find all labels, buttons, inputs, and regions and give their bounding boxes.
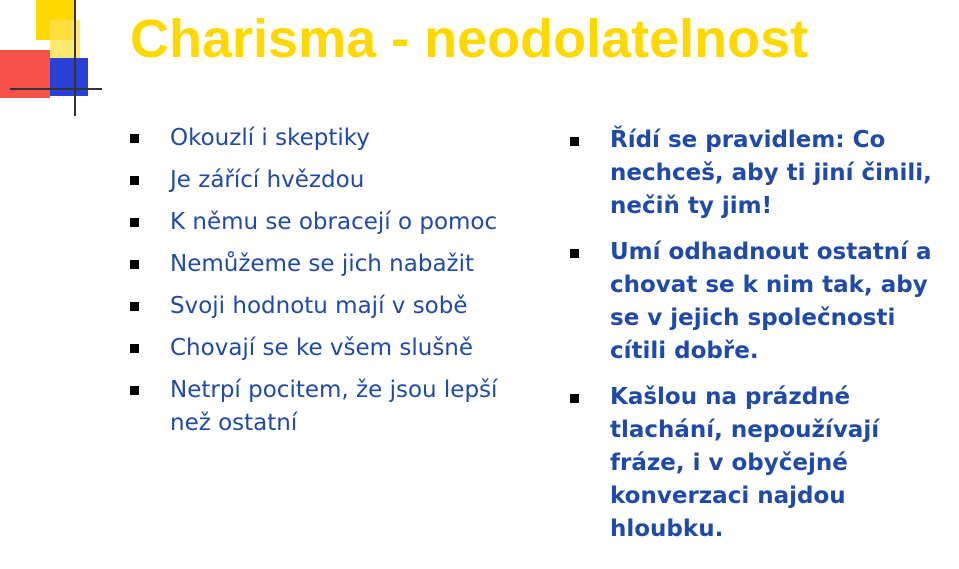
list-item — [130, 164, 530, 197]
list-item — [130, 206, 530, 239]
square-bullet-icon — [130, 176, 139, 185]
square-bullet-icon — [130, 134, 139, 143]
square-bullet-icon — [130, 302, 139, 311]
square-bullet-icon — [130, 344, 139, 353]
list-item-text: Umí odhadnout ostatní a chovat se k nim tak, aby se v jejich společnosti cítili dobře. — [610, 239, 932, 364]
logo-horizontal-line — [10, 88, 102, 90]
square-bullet-icon — [570, 249, 579, 258]
list-item-text: Kašlou na prázdné tlachání, nepoužívají fráze, i v obyčejné konverzaci najdou hloubku. — [610, 384, 880, 542]
list-item-text: Svoji hodnotu mají v sobě — [170, 293, 468, 319]
logo-blue-square — [50, 58, 88, 96]
list-item-text: Řídí se pravidlem: Co nechceš, aby ti jiní činili, nečiň ty jim! — [610, 127, 932, 219]
list-item — [570, 381, 959, 546]
list-item-text: Netrpí pocitem, že jsou lepší než ostatní — [170, 377, 498, 436]
square-bullet-icon — [570, 137, 579, 146]
logo-red-square — [0, 50, 50, 98]
list-item — [130, 332, 530, 365]
list-item — [130, 122, 530, 155]
list-item-text: Chovají se ke všem slušně — [170, 335, 474, 361]
square-bullet-icon — [130, 218, 139, 227]
logo-vertical-line — [74, 0, 76, 116]
square-bullet-icon — [130, 260, 139, 269]
left-bullet-list — [130, 122, 530, 449]
list-item-text: K němu se obracejí o pomoc — [170, 209, 498, 235]
list-item — [130, 290, 530, 323]
square-bullet-icon — [570, 394, 579, 403]
list-item — [570, 124, 959, 223]
list-item-text: Nemůžeme se jich nabažit — [170, 251, 475, 277]
decorative-logo — [0, 0, 130, 120]
list-item-text: Je zářící hvězdou — [170, 167, 365, 193]
square-bullet-icon — [130, 386, 139, 395]
list-item — [130, 248, 530, 281]
list-item — [130, 374, 530, 440]
list-item — [570, 236, 959, 368]
right-bullet-list — [570, 124, 959, 559]
slide-title: Charisma - neodolatelnost — [130, 9, 809, 69]
list-item-text: Okouzlí i skeptiky — [170, 125, 370, 151]
